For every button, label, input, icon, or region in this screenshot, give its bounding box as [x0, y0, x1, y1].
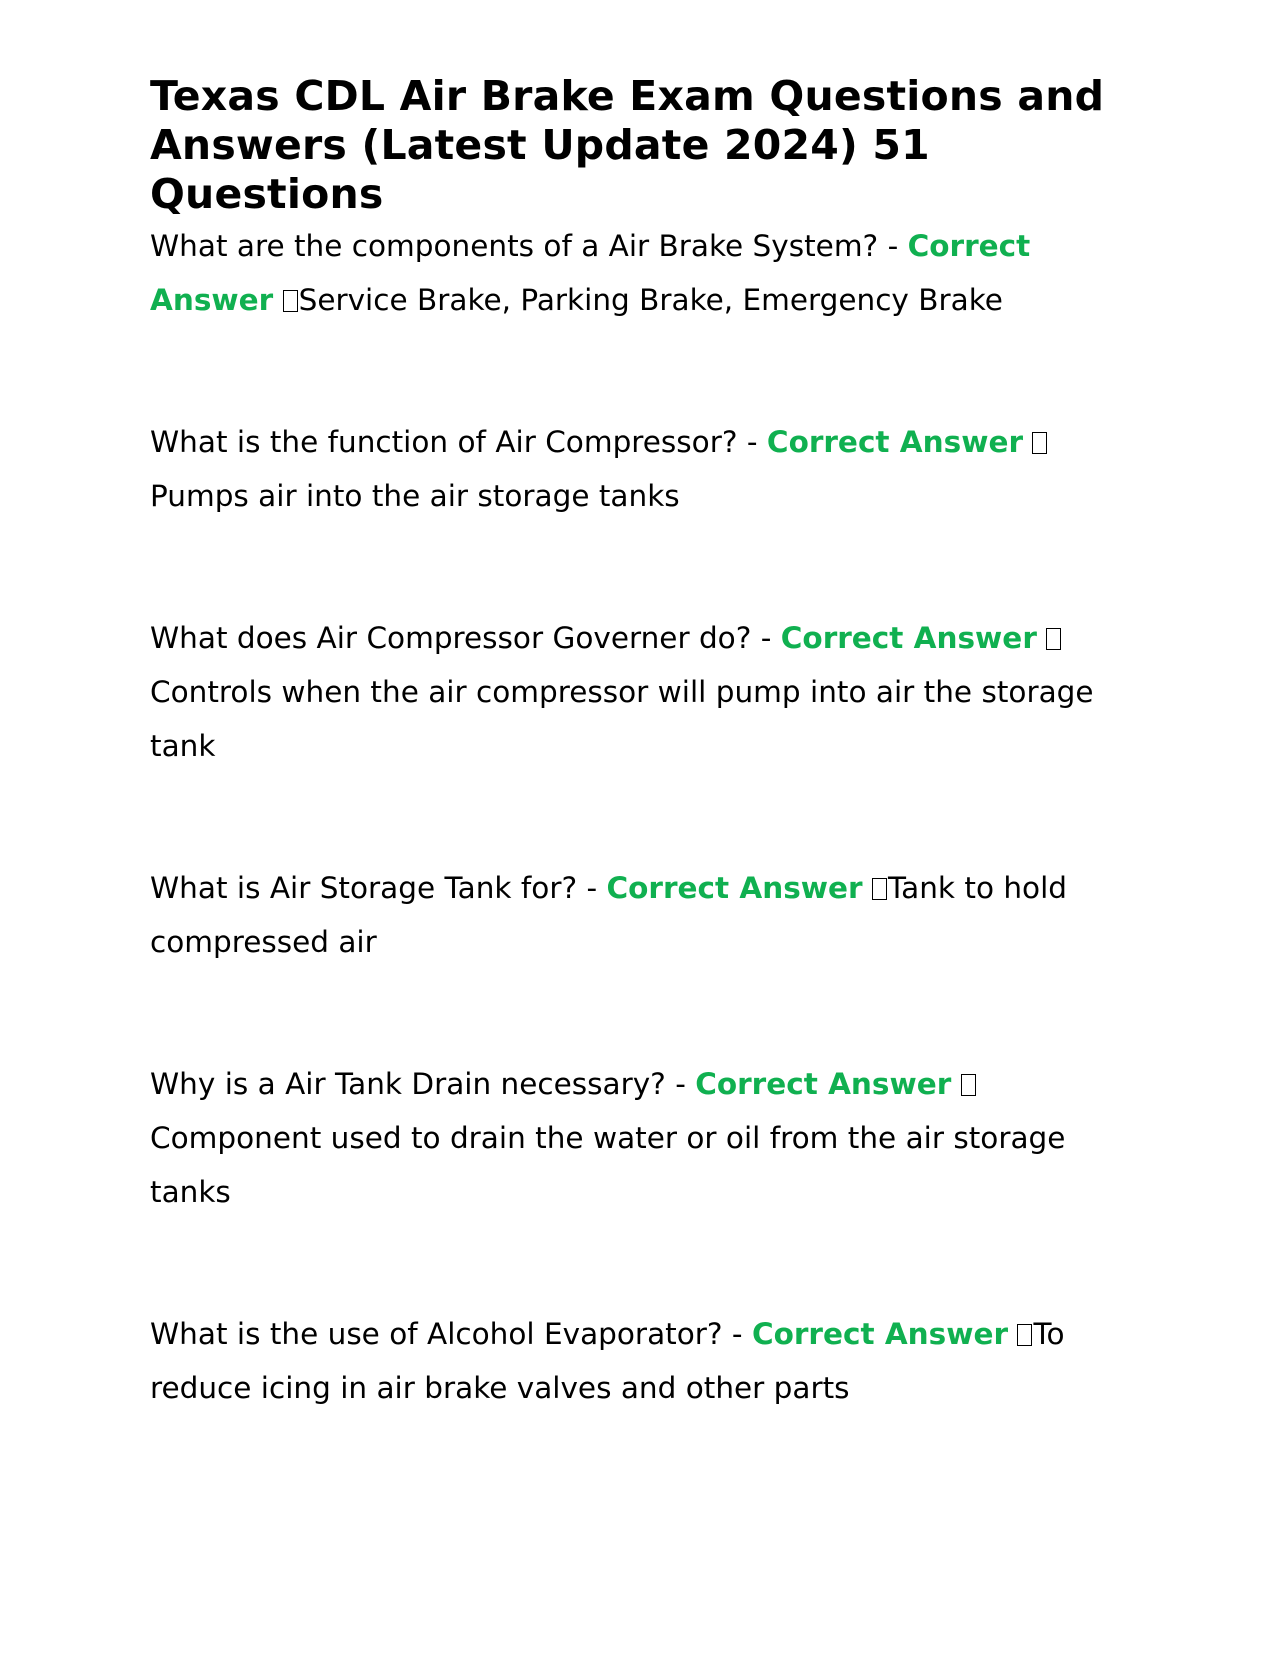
question-text: Why is a Air Tank Drain necessary? -: [150, 1067, 696, 1101]
qa-item: [150, 1057, 1140, 1219]
correct-answer-label: Correct Answer: [695, 1067, 952, 1101]
correct-answer-label: Correct Answer: [751, 1317, 1009, 1351]
missing-glyph-icon: [961, 1074, 976, 1096]
answer-text: Pumps air into the air storage tanks: [150, 479, 680, 513]
answer-text: Controls when the air compressor will pump into air the storage tank: [150, 675, 1094, 763]
question-text: What is the function of Air Compressor? -: [150, 425, 767, 459]
question-text: What does Air Compressor Governer do? -: [150, 621, 781, 655]
qa-item: [150, 1307, 1140, 1415]
correct-answer-label: Correct Answer: [150, 229, 1031, 317]
question-text: What is the use of Alcohol Evaporator? -: [150, 1317, 752, 1351]
answer-text: Component used to drain the water or oil from the air storage tanks: [150, 1121, 1066, 1209]
missing-glyph-icon: [1046, 628, 1061, 650]
missing-glyph-icon: [1017, 1324, 1032, 1346]
missing-glyph-icon: [1032, 432, 1047, 454]
missing-glyph-icon: [283, 290, 298, 312]
document-page: [150, 72, 1140, 1415]
qa-item: [150, 415, 1140, 523]
document-title: Texas CDL Air Brake Exam Questions and Answers (Latest Update 2024) 51 Questions: [150, 72, 1105, 218]
qa-item: [150, 611, 1140, 773]
answer-text: Tank to hold compressed air: [150, 871, 1068, 959]
question-text: What is Air Storage Tank for? -: [150, 871, 607, 905]
answer-text: To reduce icing in air brake valves and other parts: [150, 1317, 1065, 1405]
question-text: What are the components of a Air Brake System? -: [150, 229, 908, 263]
missing-glyph-icon: [872, 878, 887, 900]
answer-text: Service Brake, Parking Brake, Emergency Brake: [298, 283, 1003, 317]
qa-item: [150, 219, 1140, 327]
correct-answer-label: Correct Answer: [780, 621, 1037, 655]
correct-answer-label: Correct Answer: [606, 871, 863, 905]
correct-answer-label: Correct Answer: [766, 425, 1024, 459]
qa-item: [150, 861, 1140, 969]
